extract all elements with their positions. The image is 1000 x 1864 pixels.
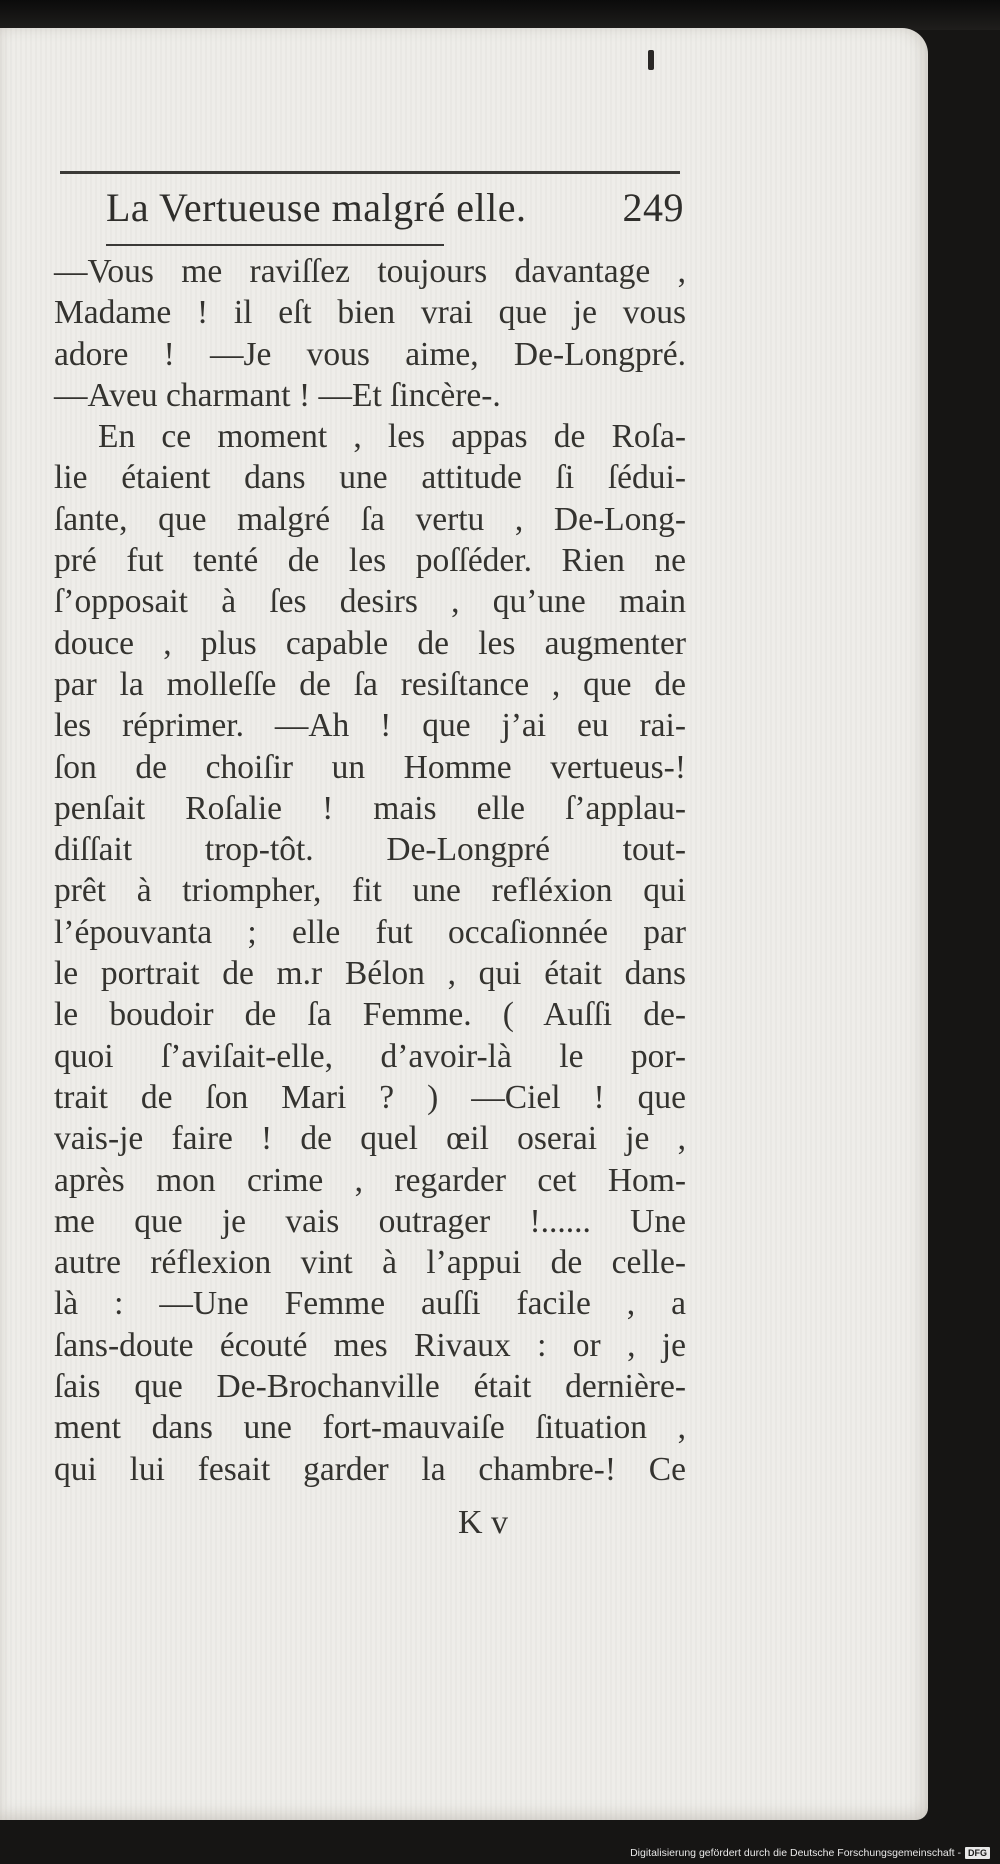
- text-line: trait de ſon Mari ? ) —Ciel ! que: [54, 1078, 686, 1116]
- body-text: [54, 251, 686, 1490]
- text-line: adore ! —Je vous aime, De-Longpré.: [54, 335, 686, 373]
- text-line: prêt à triompher, fit une refléxion qui: [54, 872, 686, 910]
- text-line: ment dans une fort-mauvaiſe ſituation ,: [54, 1409, 686, 1447]
- credit-text: Digitalisierung gefördert durch die Deutsche Forschungsgemeinschaft -: [630, 1847, 961, 1859]
- running-header: [106, 184, 684, 244]
- scan-background: [0, 0, 1000, 30]
- text-line: ſ’opposait à ſes desirs , qu’une main: [54, 583, 686, 621]
- text-line: douce , plus capable de les augmenter: [54, 624, 686, 662]
- text-line: qui lui fesait garder la chambre-! Ce: [54, 1450, 686, 1488]
- page-edge-mark: [648, 50, 654, 70]
- digitization-credit: [630, 1845, 990, 1861]
- text-line: Madame ! il eſt bien vrai que je vous: [54, 294, 686, 332]
- text-line: là : —Une Femme auſſi facile , a: [54, 1285, 686, 1323]
- text-line: le boudoir de ſa Femme. ( Auſſi de-: [54, 996, 686, 1034]
- header-rule-bottom: [106, 244, 444, 246]
- running-title: La Vertueuse malgré elle.: [106, 185, 527, 230]
- signature-mark: K v: [458, 1504, 509, 1541]
- text-line: vais-je faire ! de quel œil oserai je ,: [54, 1120, 686, 1158]
- text-line: me que je vais outrager !...... Une: [54, 1202, 686, 1240]
- text-line: lie étaient dans une attitude ſi ſédui-: [54, 459, 686, 497]
- text-line: ſon de choiſir un Homme vertueus-!: [54, 748, 686, 786]
- text-line: pré fut tenté de les poſſéder. Rien ne: [54, 542, 686, 580]
- page-number: 249: [622, 185, 684, 230]
- text-line: penſait Roſalie ! mais elle ſ’applau-: [54, 789, 686, 827]
- text-line: le portrait de m.r Bélon , qui était dans: [54, 955, 686, 993]
- header-rule-top: [60, 171, 680, 174]
- text-line: quoi ſ’aviſait-elle, d’avoir-là le por-: [54, 1037, 686, 1075]
- text-line: ſais que De-Brochanville était dernière-: [54, 1368, 686, 1406]
- dfg-logo-icon: DFG: [965, 1847, 990, 1859]
- text-line: l’épouvanta ; elle fut occaſionnée par: [54, 913, 686, 951]
- text-line: —Aveu charmant ! —Et ſincère-.: [54, 376, 501, 414]
- text-line: par la molleſſe de ſa resiſtance , que de: [54, 665, 686, 703]
- text-line: les réprimer. —Ah ! que j’ai eu rai-: [54, 707, 686, 745]
- text-line: autre réflexion vint à l’appui de celle-: [54, 1244, 686, 1282]
- text-line: —Vous me raviſſez toujours davantage ,: [54, 253, 686, 290]
- text-line: après mon crime , regarder cet Hom-: [54, 1161, 686, 1199]
- text-line: diſſait trop-tôt. De-Longpré tout-: [54, 831, 686, 869]
- text-line: ſante, que malgré ſa vertu , De-Long-: [54, 500, 686, 538]
- text-line: En ce moment , les appas de Roſa-: [98, 418, 686, 456]
- text-line: ſans-doute écouté mes Rivaux : or , je: [54, 1326, 686, 1364]
